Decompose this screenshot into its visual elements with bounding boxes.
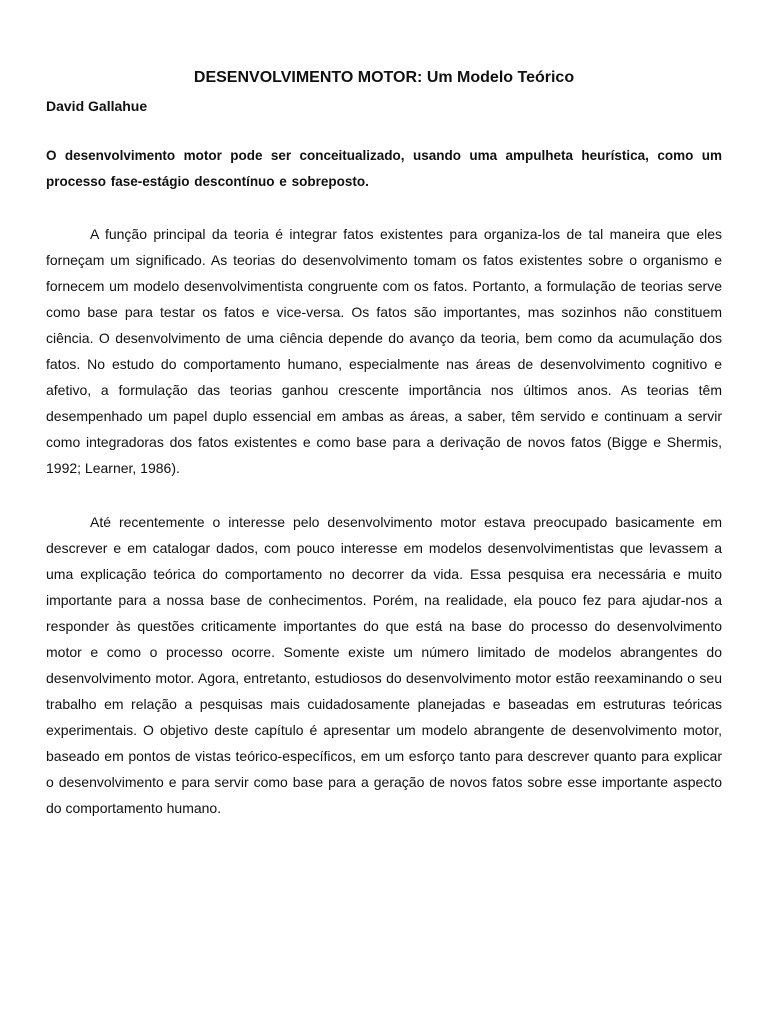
body-paragraph-1: A função principal da teoria é integrar fatos existentes para organiza-los de tal maneira que eles forneçam um significado. As teorias do desenvolvimento tomam os fatos existentes sobre o organismo e fornecem um modelo desenvolvimentista congruente com os fatos. Portanto, a formulação de teorias serve como base para testar os fatos e vice-versa. Os fatos são importantes, mas sozinhos não constituem ciência. O desenvolvimento de uma ciência depende do avanço da teoria, bem como da acumulação dos fatos. No estudo do comportamento humano, especialmente nas áreas de desenvolvimento cognitivo e afetivo, a formulação das teorias ganhou crescente importância nos últimos anos. As teorias têm desempenhado um papel duplo essencial em ambas as áreas, a saber, têm servido e continuam a servir como integradoras dos fatos existentes e como base para a derivação de novos fatos (Bigge e Shermis, 1992; Learner, 1986). bbox=[46, 226, 722, 476]
title-subtitle: : Um Modelo Teórico bbox=[417, 69, 575, 86]
author-name: David Gallahue bbox=[46, 98, 148, 114]
title-main: DESENVOLVIMENTO MOTOR bbox=[193, 69, 418, 86]
document-page bbox=[46, 66, 722, 821]
body-paragraph-2: Até recentemente o interesse pelo desenvolvimento motor estava preocupado basicamente em descrever e em catalogar dados, com pouco interesse em modelos desenvolvimentistas que levassem a uma explicação teórica do comportamento no decorrer da vida. Essa pesquisa era necessária e muito importante para a nossa base de conhecimentos. Porém, na realidade, ela pouco fez para ajudar-nos a responder às questões criticamente importantes do que está na base do processo do desenvolvimento motor e como o processo ocorre. Somente existe um número limitado de modelos abrangentes do desenvolvimento motor. Agora, entretanto, estudiosos do desenvolvimento motor estão reexaminando o seu trabalho em relação a pesquisas mais cuidadosamente planejadas e baseadas em estruturas teóricas experimentais. O objetivo deste capítulo é apresentar um modelo abrangente de desenvolvimento motor, baseado em pontos de vistas teórico-específicos, em um esforço tanto para descrever quanto para explicar o desenvolvimento e para servir como base para a geração de novos fatos sobre esse importante aspecto do comportamento humano. bbox=[46, 514, 722, 816]
lead-paragraph: O desenvolvimento motor pode ser conceitualizado, usando uma ampulheta heurística, como um processo fase-estágio descontínuo e sobreposto. bbox=[46, 148, 722, 189]
document-title bbox=[46, 66, 722, 90]
